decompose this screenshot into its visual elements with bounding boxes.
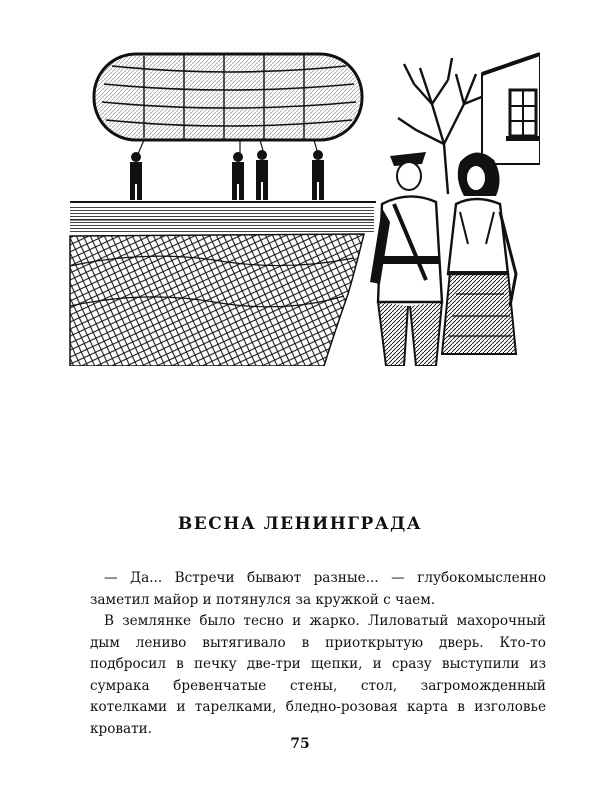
house-window (482, 54, 540, 164)
chapter-title: ВЕСНА ЛЕНИНГРАДА (177, 514, 423, 534)
balloon-ropes (138, 140, 318, 154)
page-number: 75 (290, 736, 310, 752)
woman (442, 152, 516, 354)
paragraph: В землянке было тесно и жарко. Лиловатый махорочный дым лениво вытягивало в приоткрытую дверь. Кто-то подбросил в печку две-три щепки, и сразу выступили из сумрака бревенчатые стены, стол, загроможденный котелками и тарелками, бледно-розовая карта в изголовье кровати. (90, 613, 546, 737)
barrage-balloon (94, 54, 362, 140)
illustration-woodcut (64, 44, 540, 366)
embankment-water (70, 234, 364, 366)
paragraph: — Да... Встречи бывают разные... — глубокомысленно заметил майор и потянулся за кружкой с чаем. (90, 570, 546, 608)
embankment (70, 206, 374, 234)
chapter-text (90, 568, 546, 740)
officer (370, 152, 442, 366)
soldiers-carrying-balloon (130, 150, 324, 200)
